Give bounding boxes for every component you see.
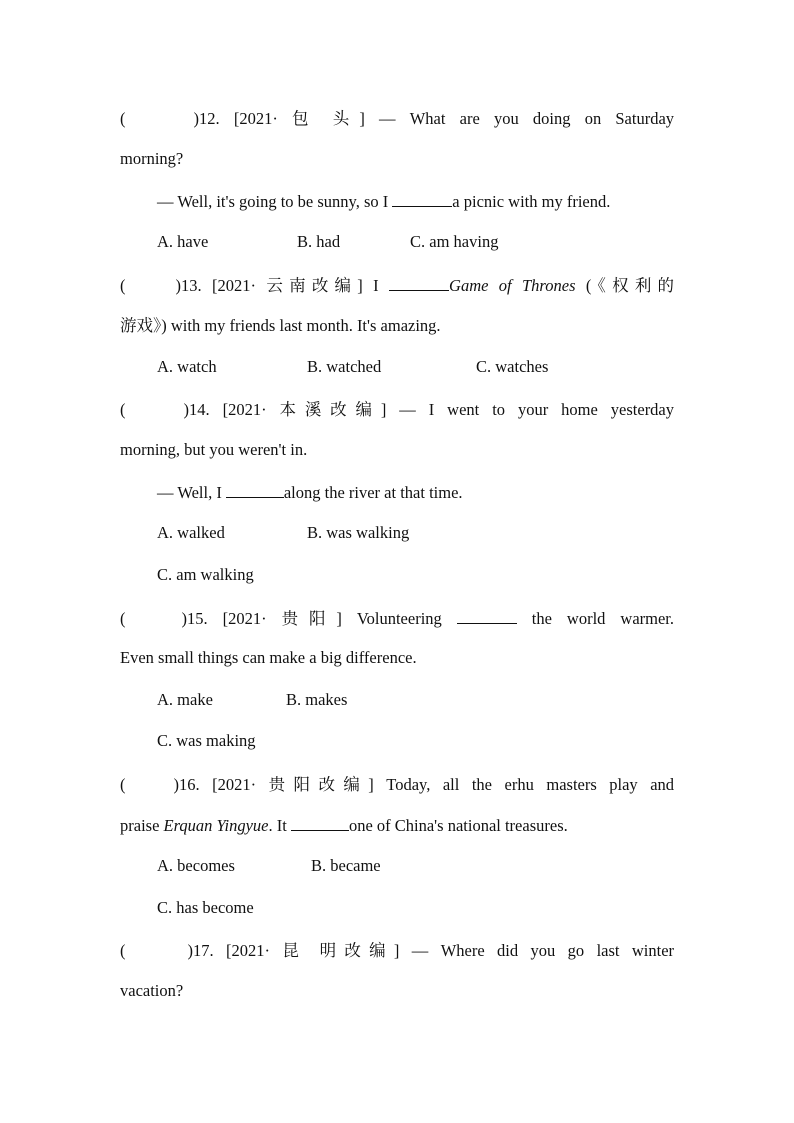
q17-prompt-cont: vacation? xyxy=(120,981,184,1000)
q12-line-1 xyxy=(120,108,674,130)
q12-number: )12. xyxy=(193,109,220,128)
q14-option-c[interactable]: C. am walking xyxy=(157,565,254,584)
q17-number: )17. xyxy=(187,941,214,960)
q14-blank[interactable] xyxy=(226,481,284,498)
q17-prompt: — Where did you go last winter xyxy=(411,941,675,960)
q14-line-2 xyxy=(120,439,674,461)
q15-option-a[interactable]: A. make xyxy=(157,690,213,709)
q12-source: [2021· 包 头] xyxy=(233,109,365,128)
q13-prompt-b: (《权利的 xyxy=(585,276,675,295)
q12-option-c[interactable]: C. am having xyxy=(410,232,499,251)
q12-option-b[interactable]: B. had xyxy=(297,232,341,251)
q12-paren-open: ( xyxy=(120,109,126,128)
q16-prompt-cont-c: one of China's national treasures. xyxy=(348,816,568,835)
q14-option-a[interactable]: A. walked xyxy=(157,523,225,542)
q12-response-b: a picnic with my friend. xyxy=(452,192,611,211)
q13-line-1 xyxy=(120,274,674,296)
q15-option-c[interactable]: C. was making xyxy=(157,731,256,750)
q12-response xyxy=(157,190,674,212)
q14-response-b: along the river at that time. xyxy=(283,483,463,502)
q13-title: Game of Thrones xyxy=(449,276,576,295)
q14-response-a: — Well, I xyxy=(157,483,222,502)
q16-option-c[interactable]: C. has become xyxy=(157,898,254,917)
q17-line-1 xyxy=(120,940,674,962)
q13-source: [2021· 云南改编] xyxy=(212,276,363,295)
q14-source: [2021· 本溪改编] xyxy=(222,400,387,419)
q14-prompt-cont: morning, but you weren't in. xyxy=(120,440,308,459)
q12-line-2 xyxy=(120,148,674,170)
q17-source: [2021· 昆 明改编] xyxy=(226,941,400,960)
q16-option-a[interactable]: A. becomes xyxy=(157,856,235,875)
q14-prompt: — I went to your home yesterday xyxy=(399,400,675,419)
q16-blank[interactable] xyxy=(291,814,349,831)
q16-title: Erquan Yingyue xyxy=(163,816,269,835)
q16-option-b[interactable]: B. became xyxy=(311,856,381,875)
q15-blank[interactable] xyxy=(457,607,517,624)
q16-prompt-cont-b: . It xyxy=(268,816,287,835)
q16-source: [2021· 贵阳改编] xyxy=(212,775,374,794)
q16-number: )16. xyxy=(173,775,200,794)
q16-paren-open: ( xyxy=(120,775,126,794)
q15-prompt-b: the world warmer. xyxy=(531,609,675,628)
q13-prompt-a: I xyxy=(373,276,379,295)
q14-paren-open: ( xyxy=(120,400,126,419)
q16-line-2 xyxy=(120,814,674,836)
q17-paren-open: ( xyxy=(120,941,126,960)
q15-paren-open: ( xyxy=(120,609,126,628)
q17-line-2 xyxy=(120,980,674,1002)
q16-prompt: Today, all the erhu masters play and xyxy=(386,775,675,794)
q13-number: )13. xyxy=(175,276,202,295)
q15-line-1 xyxy=(120,607,674,629)
q15-line-2 xyxy=(120,647,674,669)
q13-prompt-cont: 游戏》) with my friends last month. It's amazing. xyxy=(120,316,441,335)
q15-prompt-a: Volunteering xyxy=(356,609,442,628)
q12-option-a[interactable]: A. have xyxy=(157,232,209,251)
q12-prompt: — What are you doing on Saturday xyxy=(379,109,675,128)
q14-number: )14. xyxy=(183,400,210,419)
q13-option-a[interactable]: A. watch xyxy=(157,357,217,376)
q15-prompt-cont: Even small things can make a big difference. xyxy=(120,648,417,667)
q13-option-b[interactable]: B. watched xyxy=(307,357,382,376)
q15-number: )15. xyxy=(181,609,208,628)
q14-response xyxy=(157,481,674,503)
q15-source: [2021· 贵阳] xyxy=(222,609,342,628)
q13-option-c[interactable]: C. watches xyxy=(476,357,549,376)
q12-prompt-cont: morning? xyxy=(120,149,184,168)
q14-line-1 xyxy=(120,399,674,421)
q13-line-2 xyxy=(120,315,674,337)
q16-line-1 xyxy=(120,774,674,796)
q15-option-b[interactable]: B. makes xyxy=(286,690,348,709)
q16-prompt-cont-a: praise xyxy=(120,816,160,835)
q13-blank[interactable] xyxy=(389,274,449,291)
q12-response-a: — Well, it's going to be sunny, so I xyxy=(157,192,389,211)
q12-blank[interactable] xyxy=(392,190,452,207)
q13-paren-open: ( xyxy=(120,276,126,295)
q14-option-b[interactable]: B. was walking xyxy=(307,523,410,542)
